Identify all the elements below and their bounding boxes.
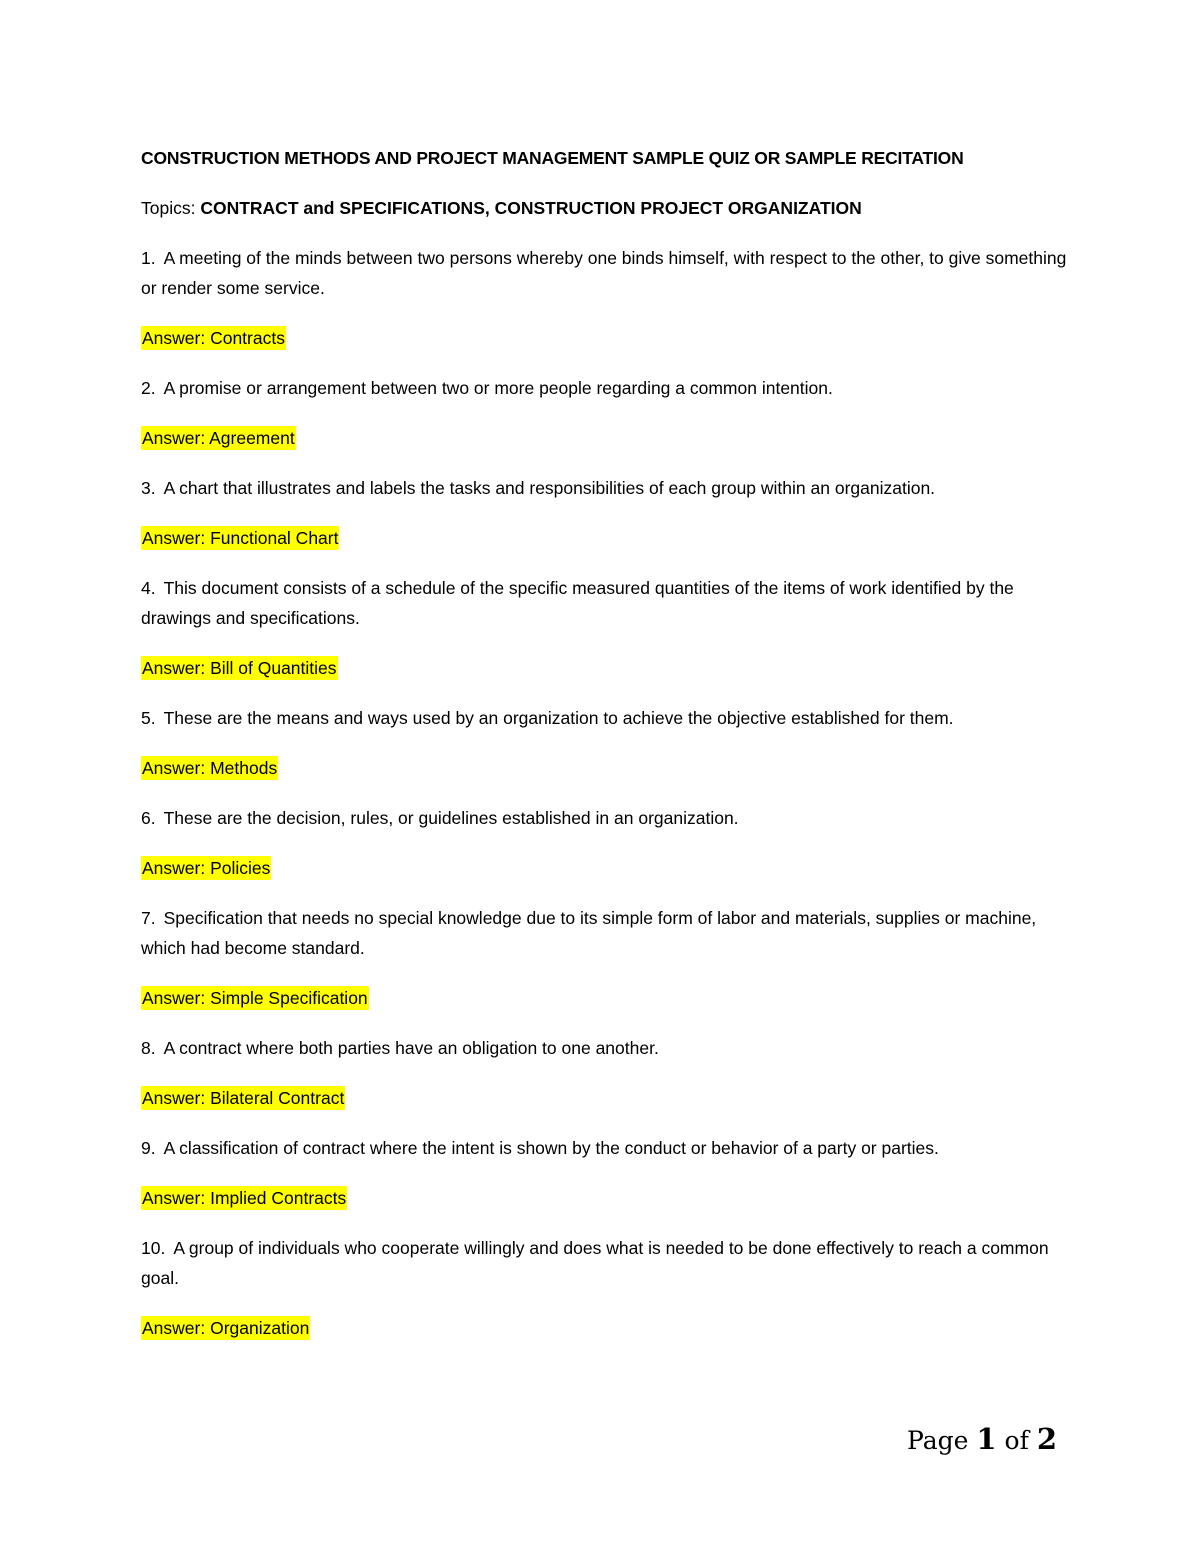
question-number: 5. — [141, 708, 156, 728]
question-text — [141, 373, 1071, 403]
question-body: A group of individuals who cooperate willingly and does what is needed to be done effectively to reach a common goal. — [141, 1238, 1049, 1288]
question-body: A promise or arrangement between two or more people regarding a common intention. — [163, 378, 833, 398]
question-body: Specification that needs no special knowledge due to its simple form of labor and materials, supplies or machine, which had become standard. — [141, 908, 1037, 958]
question-body: A classification of contract where the intent is shown by the conduct or behavior of a party or parties. — [163, 1138, 939, 1158]
topics-label: Topics: — [141, 198, 201, 218]
question-body: A meeting of the minds between two persons whereby one binds himself, with respect to the other, to give something or render some service. — [141, 248, 1067, 298]
page-total: 2 — [1036, 1422, 1057, 1456]
question-body: These are the means and ways used by an organization to achieve the objective established for them. — [163, 708, 954, 728]
of-word: of — [1004, 1426, 1029, 1455]
answer-line — [141, 1083, 1071, 1113]
quiz-item — [141, 243, 1071, 353]
question-text — [141, 1233, 1071, 1293]
quiz-item — [141, 903, 1071, 1013]
question-body: A contract where both parties have an obligation to one another. — [163, 1038, 659, 1058]
quiz-item — [141, 373, 1071, 453]
topics-value: CONTRACT and SPECIFICATIONS, CONSTRUCTION PROJECT ORGANIZATION — [200, 198, 862, 218]
answer-line — [141, 323, 1071, 353]
answer-line — [141, 523, 1071, 553]
quiz-item — [141, 803, 1071, 883]
quiz-item — [141, 1033, 1071, 1113]
question-text — [141, 1133, 1071, 1163]
page-number-footer — [907, 1422, 1057, 1456]
answer-highlight: Answer: Policies — [142, 858, 271, 878]
quiz-item — [141, 1133, 1071, 1213]
question-number: 6. — [141, 808, 156, 828]
answer-line — [141, 423, 1071, 453]
document-title: CONSTRUCTION METHODS AND PROJECT MANAGEMENT SAMPLE QUIZ OR SAMPLE RECITATION — [141, 148, 964, 168]
question-number: 4. — [141, 578, 156, 598]
question-number: 7. — [141, 908, 156, 928]
document-body — [141, 143, 1071, 1363]
answer-highlight: Answer: Contracts — [142, 328, 285, 348]
answer-highlight: Answer: Agreement — [142, 428, 295, 448]
quiz-item — [141, 473, 1071, 553]
answer-line — [141, 753, 1071, 783]
answer-highlight: Answer: Functional Chart — [142, 528, 339, 548]
answer-highlight: Answer: Bilateral Contract — [142, 1088, 345, 1108]
quiz-item — [141, 1233, 1071, 1343]
question-number: 10. — [141, 1238, 166, 1258]
quiz-item — [141, 573, 1071, 683]
question-number: 8. — [141, 1038, 156, 1058]
answer-highlight: Answer: Methods — [142, 758, 278, 778]
question-body: These are the decision, rules, or guidelines established in an organization. — [163, 808, 739, 828]
page-current: 1 — [976, 1422, 997, 1456]
question-body: This document consists of a schedule of the specific measured quantities of the items of work identified by the drawings and specifications. — [141, 578, 1014, 628]
answer-highlight: Answer: Implied Contracts — [142, 1188, 347, 1208]
answer-line — [141, 983, 1071, 1013]
answer-line — [141, 853, 1071, 883]
question-number: 2. — [141, 378, 156, 398]
answer-line — [141, 1183, 1071, 1213]
question-body: A chart that illustrates and labels the tasks and responsibilities of each group within an organization. — [163, 478, 936, 498]
page-word: Page — [907, 1426, 969, 1455]
answer-line — [141, 1313, 1071, 1343]
question-text — [141, 703, 1071, 733]
question-number: 1. — [141, 248, 156, 268]
question-text — [141, 1033, 1071, 1063]
question-text — [141, 243, 1071, 303]
question-text — [141, 803, 1071, 833]
question-number: 3. — [141, 478, 156, 498]
topics-line — [141, 193, 1071, 223]
question-text — [141, 473, 1071, 503]
question-number: 9. — [141, 1138, 156, 1158]
question-text — [141, 573, 1071, 633]
answer-highlight: Answer: Simple Specification — [142, 988, 368, 1008]
quiz-item — [141, 703, 1071, 783]
answer-line — [141, 653, 1071, 683]
quiz-list — [141, 243, 1071, 1343]
question-text — [141, 903, 1071, 963]
answer-highlight: Answer: Organization — [142, 1318, 310, 1338]
answer-highlight: Answer: Bill of Quantities — [142, 658, 337, 678]
